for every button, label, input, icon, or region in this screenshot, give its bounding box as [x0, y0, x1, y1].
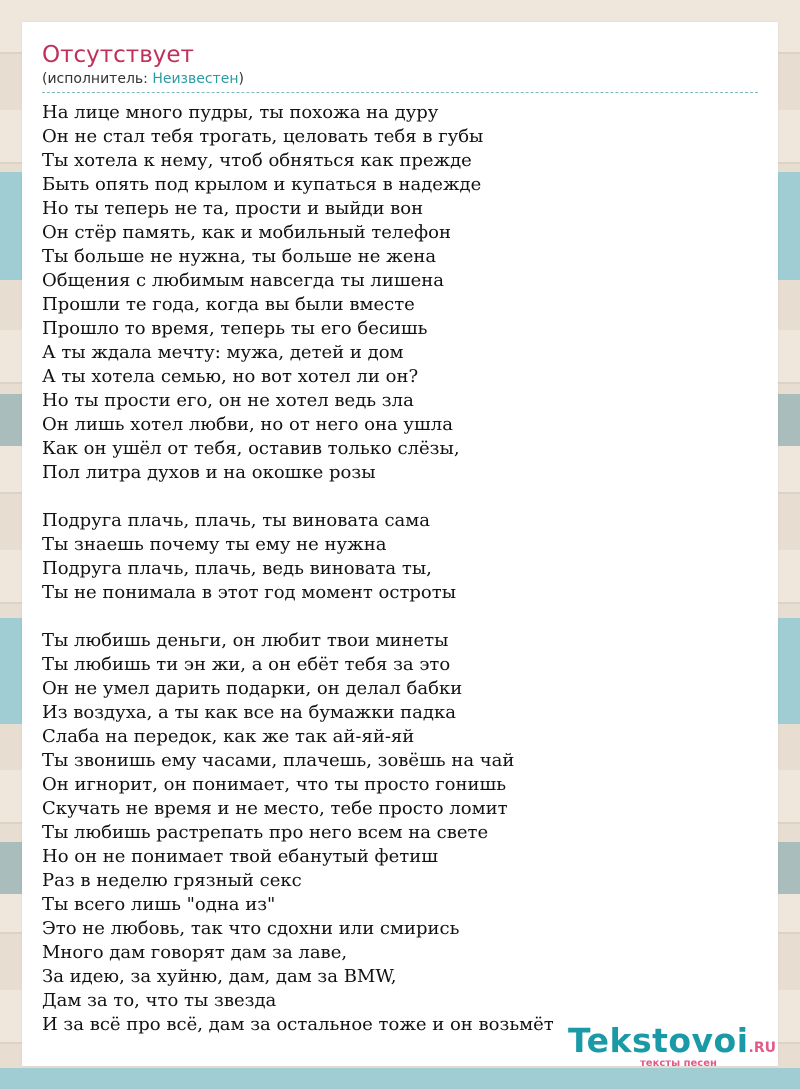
stanza-1	[42, 101, 758, 485]
artist-suffix: )	[238, 71, 244, 87]
lyric-line: Прошли те года, когда вы были вместе	[42, 294, 415, 315]
lyric-line: Пол литра духов и на окошке розы	[42, 462, 376, 483]
lyric-line: Ты звонишь ему часами, плачешь, зовёшь на чай	[42, 750, 515, 771]
lyric-line: Слаба на передок, как же так ай-яй-яй	[42, 726, 415, 747]
lyric-line: И за всё про всё, дам за остальное тоже и он возьмёт	[42, 1014, 554, 1035]
lyric-line: Ты любишь растрепать про него всем на свете	[42, 822, 489, 843]
lyrics-card	[22, 22, 778, 1066]
lyric-line: Подруга плачь, плачь, ведь виновата ты,	[42, 558, 432, 579]
artist-prefix: (исполнитель:	[42, 71, 153, 87]
lyric-line: Но ты прости его, он не хотел ведь зла	[42, 390, 414, 411]
lyric-line: Ты любишь деньги, он любит твои минеты	[42, 630, 449, 651]
lyric-line: Он не умел дарить подарки, он делал бабки	[42, 678, 463, 699]
lyric-line: Он не стал тебя трогать, целовать тебя в губы	[42, 126, 484, 147]
lyric-line: Дам за то, что ты звезда	[42, 990, 277, 1011]
lyric-line: Это не любовь, так что сдохни или смирись	[42, 918, 460, 939]
artist-link[interactable]: Неизвестен	[152, 71, 239, 87]
lyric-line: Как он ушёл от тебя, оставив только слёзы,	[42, 438, 460, 459]
site-logo[interactable]	[568, 1021, 778, 1069]
background-band	[0, 1068, 800, 1089]
lyric-line: Ты больше не нужна, ты больше не жена	[42, 246, 437, 267]
lyric-line: Ты не понимала в этот год момент остроты	[42, 582, 457, 603]
lyric-line: Он лишь хотел любви, но от него она ушла	[42, 414, 453, 435]
logo-tagline: тексты песен	[640, 1058, 717, 1069]
lyric-line: Прошло то время, теперь ты его бесишь	[42, 318, 428, 339]
lyric-line: Быть опять под крылом и купаться в надежде	[42, 174, 482, 195]
lyrics-body	[42, 101, 758, 1037]
lyric-line: А ты хотела семью, но вот хотел ли он?	[42, 366, 419, 387]
song-title: Отсутствует	[42, 42, 194, 68]
lyric-line: А ты ждала мечту: мужа, детей и дом	[42, 342, 404, 363]
logo-domain: .RU	[748, 1040, 777, 1056]
lyric-line: Он игнорит, он понимает, что ты просто гонишь	[42, 774, 507, 795]
lyric-line: Из воздуха, а ты как все на бумажки падка	[42, 702, 456, 723]
lyric-line: Ты знаешь почему ты ему не нужна	[42, 534, 387, 555]
lyric-line: Раз в неделю грязный секс	[42, 870, 302, 891]
lyric-line: Общения с любимым навсегда ты лишена	[42, 270, 444, 291]
lyric-line: Но он не понимает твой ебанутый фетиш	[42, 846, 438, 867]
artist-line	[42, 70, 758, 93]
lyric-line: Подруга плачь, плачь, ты виновата сама	[42, 510, 431, 531]
lyric-line: Ты хотела к нему, чтоб обняться как прежде	[42, 150, 472, 171]
lyric-line: На лице много пудры, ты похожа на дуру	[42, 102, 439, 123]
stanza-2	[42, 509, 758, 605]
stanza-3	[42, 629, 758, 1037]
lyric-line: За идею, за хуйню, дам, дам за BMW,	[42, 966, 397, 987]
lyric-line: Но ты теперь не та, прости и выйди вон	[42, 198, 424, 219]
lyric-line: Ты любишь ти эн жи, а он ебёт тебя за это	[42, 654, 451, 675]
lyric-line: Он стёр память, как и мобильный телефон	[42, 222, 451, 243]
lyric-line: Скучать не время и не место, тебе просто ломит	[42, 798, 508, 819]
lyric-line: Много дам говорят дам за лаве,	[42, 942, 348, 963]
lyric-line: Ты всего лишь "одна из"	[42, 894, 276, 915]
logo-name: Tekstovoi	[568, 1021, 749, 1060]
